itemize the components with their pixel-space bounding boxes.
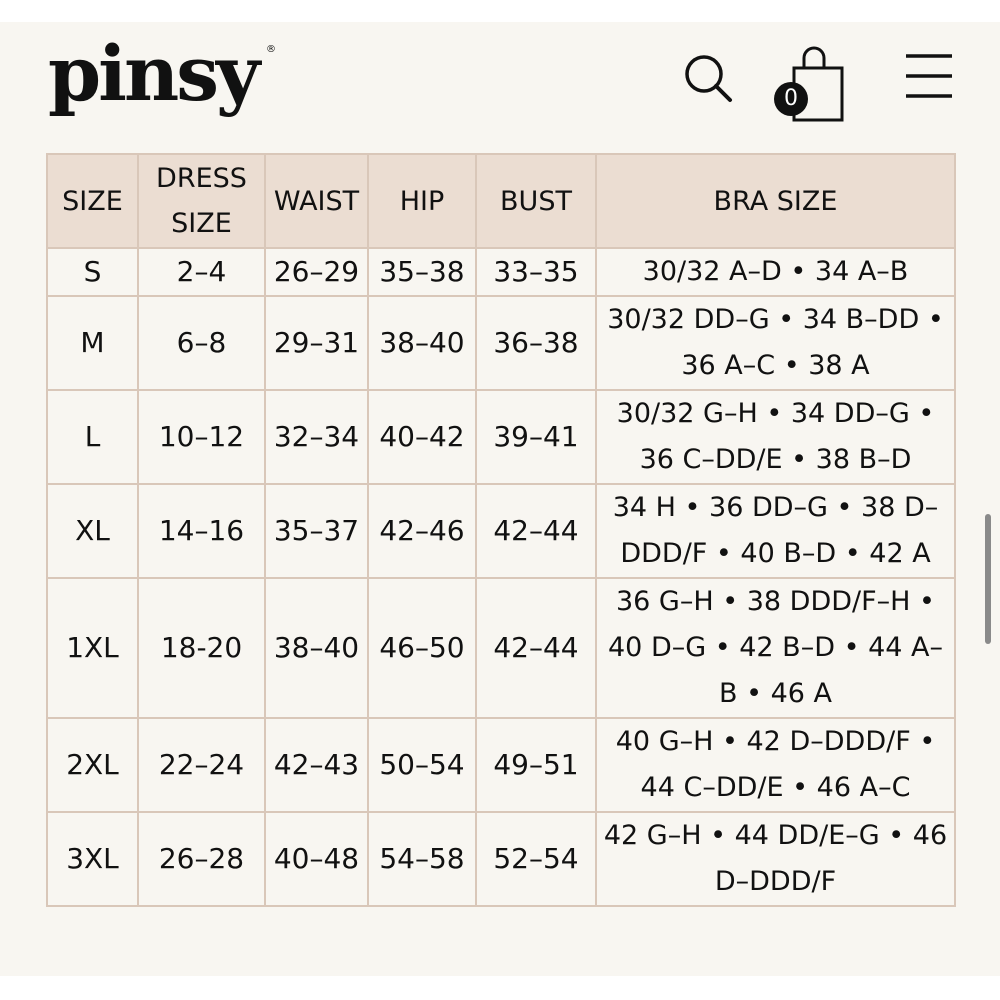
cell-dress-size: 2–4 bbox=[138, 248, 265, 296]
cell-bust: 36–38 bbox=[476, 296, 596, 390]
cell-size: 1XL bbox=[47, 578, 138, 718]
cell-dress-size: 18-20 bbox=[138, 578, 265, 718]
table-row bbox=[47, 296, 955, 390]
cell-hip: 50–54 bbox=[368, 718, 476, 812]
size-chart-table bbox=[46, 153, 956, 907]
cell-waist: 32–34 bbox=[265, 390, 368, 484]
cell-size: S bbox=[47, 248, 138, 296]
cell-waist: 35–37 bbox=[265, 484, 368, 578]
table-row bbox=[47, 718, 955, 812]
cell-dress-size: 26–28 bbox=[138, 812, 265, 906]
cell-size: 3XL bbox=[47, 812, 138, 906]
search-icon bbox=[680, 50, 736, 106]
menu-button[interactable] bbox=[900, 50, 958, 102]
cell-dress-size: 10–12 bbox=[138, 390, 265, 484]
page-screen bbox=[0, 22, 1000, 976]
cell-size: 2XL bbox=[47, 718, 138, 812]
table-header-row bbox=[47, 154, 955, 248]
hamburger-menu-icon bbox=[900, 50, 958, 102]
header-bra-size: BRA SIZE bbox=[596, 154, 955, 248]
table-row bbox=[47, 248, 955, 296]
cell-hip: 54–58 bbox=[368, 812, 476, 906]
cell-bust: 52–54 bbox=[476, 812, 596, 906]
header-waist: WAIST bbox=[265, 154, 368, 248]
header-bust: BUST bbox=[476, 154, 596, 248]
cell-bra-size: 30/32 DD–G • 34 B–DD • 36 A–C • 38 A bbox=[596, 296, 955, 390]
cell-hip: 42–46 bbox=[368, 484, 476, 578]
cell-bust: 49–51 bbox=[476, 718, 596, 812]
cell-waist: 29–31 bbox=[265, 296, 368, 390]
table-row bbox=[47, 390, 955, 484]
cell-bra-size: 30/32 A–D • 34 A–B bbox=[596, 248, 955, 296]
cell-waist: 42–43 bbox=[265, 718, 368, 812]
cell-size: XL bbox=[47, 484, 138, 578]
cell-bra-size: 30/32 G–H • 34 DD–G • 36 C–DD/E • 38 B–D bbox=[596, 390, 955, 484]
cell-dress-size: 6–8 bbox=[138, 296, 265, 390]
cell-dress-size: 22–24 bbox=[138, 718, 265, 812]
cart-count-badge[interactable]: 0 bbox=[774, 82, 808, 116]
cell-dress-size: 14–16 bbox=[138, 484, 265, 578]
cell-bust: 42–44 bbox=[476, 578, 596, 718]
cell-bra-size: 34 H • 36 DD–G • 38 D–DDD/F • 40 B–D • 42 A bbox=[596, 484, 955, 578]
cell-bra-size: 36 G–H • 38 DDD/F–H • 40 D–G • 42 B–D • 44 A–B • 46 A bbox=[596, 578, 955, 718]
cell-bra-size: 42 G–H • 44 DD/E–G • 46 D–DDD/F bbox=[596, 812, 955, 906]
cell-size: M bbox=[47, 296, 138, 390]
table-row bbox=[47, 578, 955, 718]
cell-hip: 38–40 bbox=[368, 296, 476, 390]
vertical-scrollbar[interactable] bbox=[985, 514, 991, 644]
header-size: SIZE bbox=[47, 154, 138, 248]
cell-waist: 38–40 bbox=[265, 578, 368, 718]
brand-logo[interactable]: pinsy bbox=[48, 29, 258, 118]
cell-bra-size: 40 G–H • 42 D–DDD/F • 44 C–DD/E • 46 A–C bbox=[596, 718, 955, 812]
header-hip: HIP bbox=[368, 154, 476, 248]
cell-hip: 35–38 bbox=[368, 248, 476, 296]
cell-waist: 40–48 bbox=[265, 812, 368, 906]
cell-bust: 42–44 bbox=[476, 484, 596, 578]
cell-hip: 40–42 bbox=[368, 390, 476, 484]
cell-hip: 46–50 bbox=[368, 578, 476, 718]
table-row bbox=[47, 484, 955, 578]
registered-mark: ® bbox=[266, 44, 276, 55]
cell-waist: 26–29 bbox=[265, 248, 368, 296]
cell-bust: 33–35 bbox=[476, 248, 596, 296]
header-dress-size: DRESS SIZE bbox=[138, 154, 265, 248]
search-button[interactable] bbox=[680, 50, 736, 106]
table-row bbox=[47, 812, 955, 906]
cell-bust: 39–41 bbox=[476, 390, 596, 484]
cell-size: L bbox=[47, 390, 138, 484]
